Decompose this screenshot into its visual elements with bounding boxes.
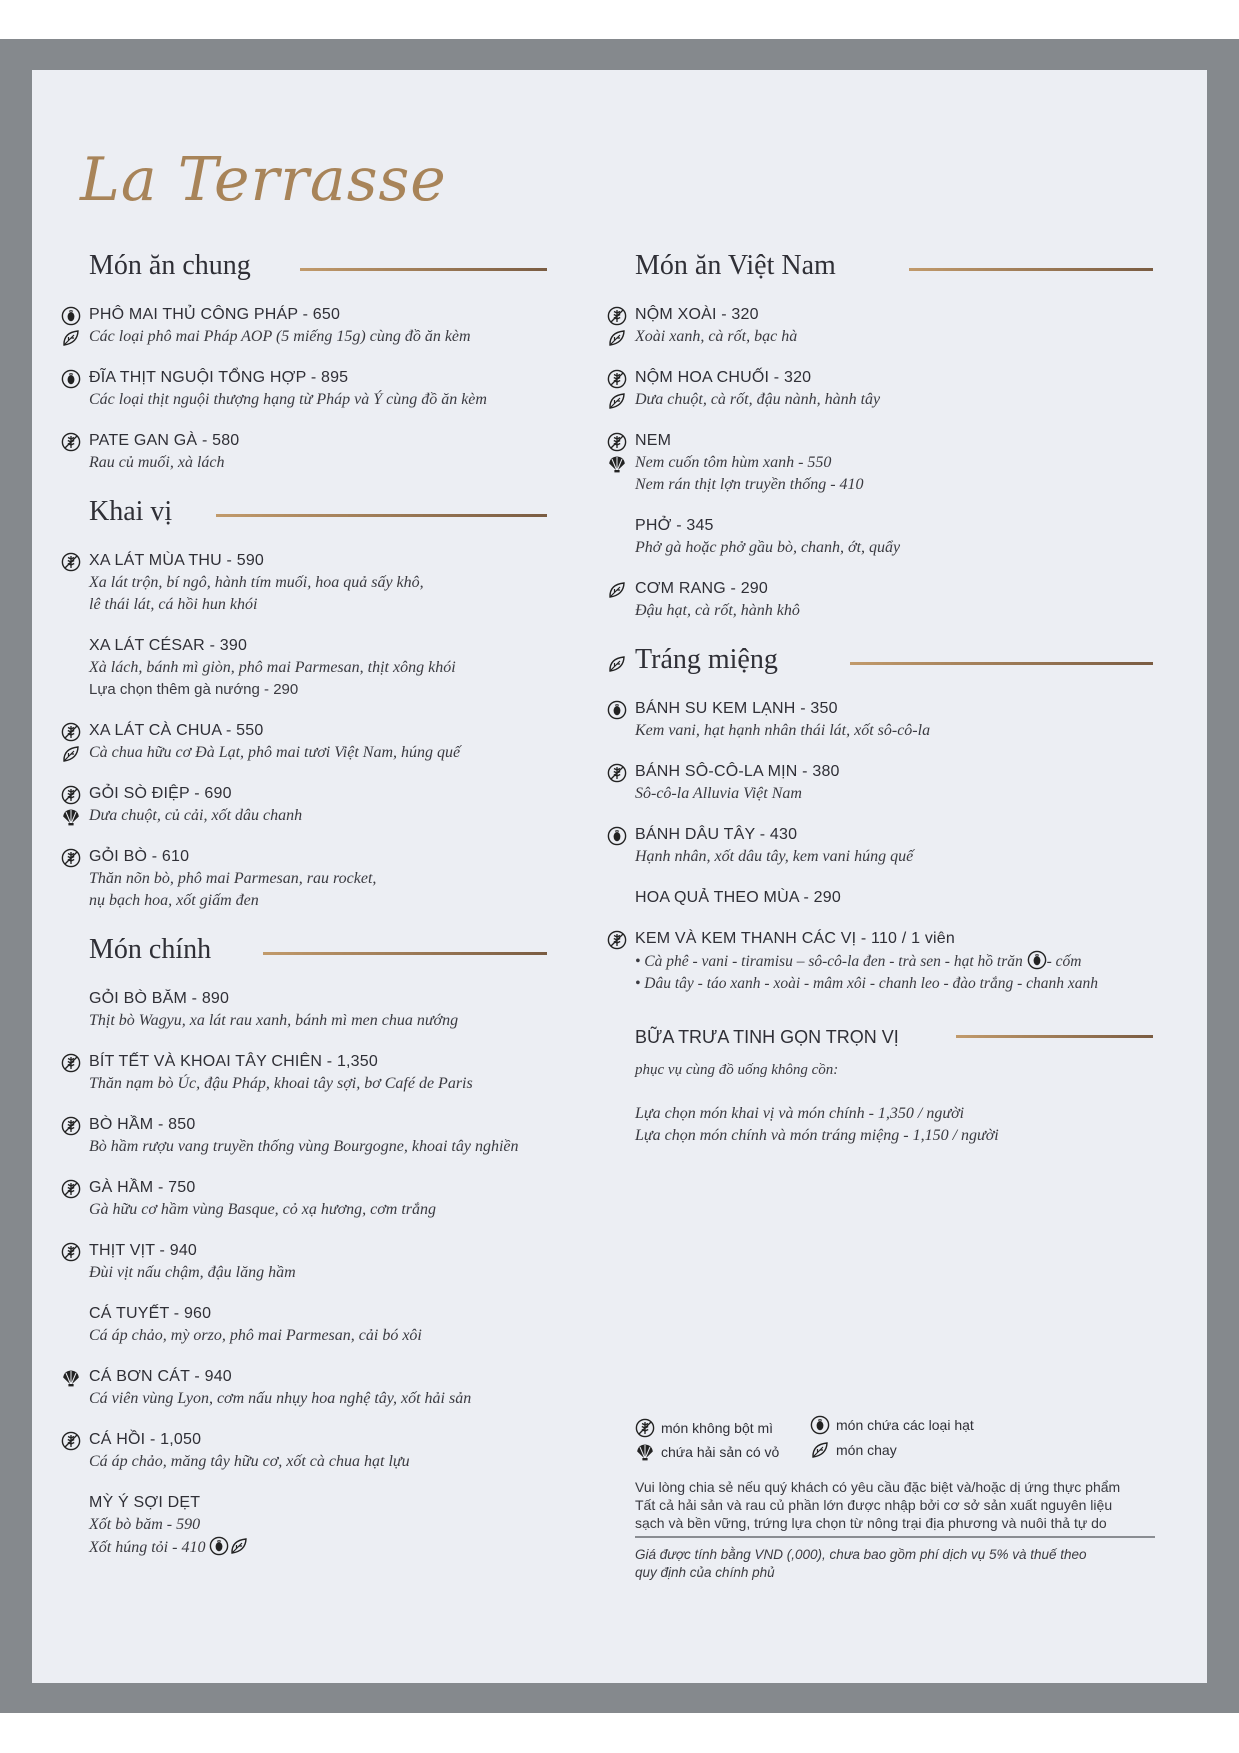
- section-rule: [956, 1035, 1153, 1038]
- section-title: Món ăn chung: [89, 250, 251, 281]
- item-description: nụ bạch hoa, xốt giấm đen: [89, 892, 259, 909]
- gluten-free-icon: [61, 722, 81, 742]
- item-description: Gà hữu cơ hầm vùng Basque, cỏ xạ hương, cơm trắng: [89, 1201, 437, 1218]
- item-name: XA LÁT CÀ CHUA - 550: [89, 722, 264, 739]
- menu-item: [57, 783, 547, 827]
- lunch-option: Lựa chọn món khai vị và món chính - 1,350 / người: [635, 1105, 965, 1122]
- lunch-subtitle: phục vụ cùng đồ uống không cồn:: [635, 1062, 839, 1078]
- legend-item: [810, 1440, 897, 1460]
- item-description: Cá áp chảo, mỳ orzo, phô mai Parmesan, cải bó xôi: [89, 1327, 422, 1344]
- item-description: [635, 950, 1153, 973]
- shellfish-icon: [607, 454, 627, 474]
- gluten-free-icon: [61, 1179, 81, 1199]
- section-header: [603, 644, 1153, 680]
- item-name: CÁ TUYẾT - 960: [89, 1305, 212, 1322]
- vegetarian-icon: [607, 391, 627, 411]
- vegetarian-icon: [61, 744, 81, 764]
- item-description: Phở gà hoặc phở gầu bò, chanh, ớt, quẩy: [635, 539, 901, 556]
- section-title: Món chính: [89, 934, 212, 965]
- left-column: [57, 250, 547, 1578]
- divider: [635, 1536, 1155, 1538]
- nut-icon: [1027, 950, 1047, 970]
- section-header: [57, 496, 547, 532]
- vegetarian-icon: [61, 328, 81, 348]
- item-description: Đùi vịt nấu chậm, đậu lăng hầm: [89, 1264, 296, 1281]
- nut-icon: [61, 369, 81, 389]
- gluten-free-icon: [607, 432, 627, 452]
- gluten-free-icon: [607, 306, 627, 326]
- menu-item: [603, 761, 1153, 805]
- item-name: BÍT TẾT VÀ KHOAI TÂY CHIÊN - 1,350: [89, 1053, 378, 1070]
- legend-item: [635, 1442, 779, 1462]
- item-description: Hạnh nhân, xốt dâu tây, kem vani húng quế: [635, 848, 914, 865]
- menu-item: [57, 988, 547, 1032]
- item-description: Nem cuốn tôm hùm xanh - 550: [635, 454, 832, 471]
- nut-icon: [607, 700, 627, 720]
- menu-item: [57, 635, 547, 701]
- note-line: sạch và bền vững, trứng lựa chọn từ nông trại địa phương và nuôi thả tự do: [635, 1515, 1107, 1531]
- item-description: Cá viên vùng Lyon, cơm nấu nhụy hoa nghệ tây, xốt hải sản: [89, 1390, 472, 1407]
- item-description: Thịt bò Wagyu, xa lát rau xanh, bánh mì men chua nướng: [89, 1012, 459, 1029]
- vegetarian-icon: [810, 1440, 830, 1460]
- item-name: PHÔ MAI THỦ CÔNG PHÁP - 650: [89, 306, 341, 323]
- shellfish-icon: [61, 807, 81, 827]
- legend-label: chứa hải sản có vỏ: [661, 1444, 780, 1460]
- flavour-list: - cốm: [1046, 953, 1082, 970]
- item-name: BÁNH SU KEM LẠNH - 350: [635, 700, 838, 717]
- section-rule: [850, 662, 1153, 665]
- item-name: GỎI BÒ - 610: [89, 848, 190, 865]
- menu-item: [603, 824, 1153, 868]
- item-name: XA LÁT CÉSAR - 390: [89, 637, 248, 654]
- item-description: Cá áp chảo, măng tây hữu cơ, xốt cà chua hạt lựu: [89, 1453, 410, 1470]
- item-description: Xa lát trộn, bí ngô, hành tím muối, hoa quả sấy khô,: [89, 574, 424, 591]
- item-name: ĐĨA THỊT NGUỘI TỔNG HỢP - 895: [89, 369, 349, 386]
- menu-item: [603, 578, 1153, 622]
- gluten-free-icon: [607, 930, 627, 950]
- gluten-free-icon: [61, 1053, 81, 1073]
- item-name: XA LÁT MÙA THU - 590: [89, 552, 265, 569]
- lunch-title: BỮA TRƯA TINH GỌN TRỌN VỊ: [635, 1027, 899, 1047]
- item-name: PHỞ - 345: [635, 517, 714, 534]
- section-header: [57, 934, 547, 970]
- item-description: Các loại phô mai Pháp AOP (5 miếng 15g) cùng đồ ăn kèm: [89, 328, 471, 345]
- gluten-free-icon: [635, 1418, 655, 1438]
- item-description: Xốt bò băm - 590: [89, 1516, 201, 1533]
- menu-item: [57, 1051, 547, 1095]
- lunch-set: [603, 1059, 1153, 1147]
- gluten-free-icon: [607, 369, 627, 389]
- section-header: [57, 250, 547, 286]
- price-note: quy định của chính phủ: [635, 1565, 775, 1580]
- item-description: Xà lách, bánh mì giòn, phô mai Parmesan, thịt xông khói: [89, 659, 456, 676]
- item-description: Sô-cô-la Alluvia Việt Nam: [635, 785, 802, 802]
- menu-item: [603, 430, 1153, 496]
- item-name: KEM VÀ KEM THANH CÁC VỊ - 110 / 1 viên: [635, 930, 955, 947]
- menu-item: [57, 430, 547, 474]
- vegetarian-icon: [607, 580, 627, 600]
- legend-label: món chứa các loại hạt: [836, 1417, 974, 1433]
- menu-item: [57, 367, 547, 411]
- section-title: Tráng miệng: [635, 644, 778, 675]
- note-line: Vui lòng chia sẻ nếu quý khách có yêu cầu đặc biệt và/hoặc dị ứng thực phẩm: [635, 1479, 1121, 1495]
- item-description: Kem vani, hạt hạnh nhân thái lát, xốt sô-cô-la: [635, 722, 931, 739]
- menu-item: [57, 1303, 547, 1347]
- item-description: Cà chua hữu cơ Đà Lạt, phô mai tươi Việt Nam, húng quế: [89, 744, 461, 761]
- footer-note: [635, 1478, 1155, 1582]
- legend-item: [810, 1415, 974, 1435]
- gluten-free-icon: [61, 848, 81, 868]
- vegetarian-icon: [607, 328, 627, 348]
- menu-item: [603, 367, 1153, 411]
- menu-item: [57, 550, 547, 616]
- section-header: [603, 250, 1153, 286]
- item-name: NEM: [635, 432, 672, 449]
- menu-item: [603, 928, 1153, 995]
- legend-label: món không bột mì: [661, 1420, 774, 1436]
- item-description: Rau củ muối, xà lách: [89, 454, 225, 471]
- item-name: BÁNH DÂU TÂY - 430: [635, 826, 798, 843]
- item-name: MỲ Ý SỢI DẸT: [89, 1494, 201, 1511]
- item-name: THỊT VỊT - 940: [89, 1242, 198, 1259]
- shellfish-icon: [61, 1368, 81, 1388]
- menu-item: [57, 846, 547, 912]
- item-description: Dưa chuột, củ cải, xốt dâu chanh: [89, 807, 303, 824]
- gluten-free-icon: [607, 763, 627, 783]
- menu-item: [603, 515, 1153, 559]
- item-name: GỎI BÒ BĂM - 890: [89, 990, 230, 1007]
- item-name: BÁNH SÔ-CÔ-LA MỊN - 380: [635, 763, 840, 780]
- item-name: PATE GAN GÀ - 580: [89, 432, 240, 449]
- note-line: Tất cả hải sản và rau củ phần lớn được nhập bởi cơ sở sản xuất nguyên liệu: [635, 1497, 1113, 1513]
- menu-item: [57, 304, 547, 348]
- price-note: Giá được tính bằng VND (,000), chưa bao gồm phí dịch vụ 5% và thuế theo: [635, 1547, 1087, 1562]
- section-rule: [300, 268, 547, 271]
- nut-icon: [607, 826, 627, 846]
- menu-item: [57, 720, 547, 764]
- item-name: NỘM XOÀI - 320: [635, 306, 759, 323]
- restaurant-title: La Terrasse: [80, 145, 447, 215]
- item-description: [89, 1536, 547, 1559]
- item-name: HOA QUẢ THEO MÙA - 290: [635, 889, 841, 906]
- gluten-free-icon: [61, 1242, 81, 1262]
- legend-label: món chay: [836, 1442, 897, 1458]
- menu-item: [57, 1366, 547, 1410]
- menu-item: [603, 698, 1153, 742]
- item-name: NỘM HOA CHUỐI - 320: [635, 369, 812, 386]
- item-description: Các loại thịt nguội thượng hạng từ Pháp và Ý cùng đồ ăn kèm: [89, 391, 487, 408]
- menu-item: [603, 304, 1153, 348]
- item-name: CÁ HỒI - 1,050: [89, 1431, 202, 1448]
- shellfish-icon: [635, 1442, 655, 1462]
- item-addon: Lựa chọn thêm gà nướng - 290: [89, 681, 299, 698]
- section-rule: [263, 952, 547, 955]
- gluten-free-icon: [61, 552, 81, 572]
- section-rule: [216, 514, 547, 517]
- item-description: Đậu hạt, cà rốt, hành khô: [635, 602, 800, 619]
- legend-item: [635, 1418, 773, 1438]
- item-description: Nem rán thịt lợn truyền thống - 410: [635, 476, 864, 493]
- item-description: Bò hầm rượu vang truyền thống vùng Bourgogne, khoai tây nghiền: [89, 1138, 519, 1155]
- menu-item: [57, 1492, 547, 1559]
- gluten-free-icon: [61, 785, 81, 805]
- lunch-option: Lựa chọn món chính và món tráng miệng - 1,150 / người: [635, 1127, 999, 1144]
- menu-item: [57, 1177, 547, 1221]
- section-title: Khai vị: [89, 496, 173, 527]
- item-description: Thăn nạm bò Úc, đậu Pháp, khoai tây sợi, bơ Café de Paris: [89, 1075, 473, 1092]
- right-column: [603, 250, 1153, 1166]
- nut-icon: [61, 306, 81, 326]
- nut-icon: [810, 1415, 830, 1435]
- gluten-free-icon: [61, 432, 81, 452]
- item-description: Dưa chuột, cà rốt, đậu nành, hành tây: [635, 391, 881, 408]
- item-description: Thăn nõn bò, phô mai Parmesan, rau rocket,: [89, 870, 377, 887]
- nut-icon: [209, 1536, 229, 1556]
- gluten-free-icon: [61, 1431, 81, 1451]
- item-description: Xoài xanh, cà rốt, bạc hà: [635, 328, 798, 345]
- menu-item: [57, 1240, 547, 1284]
- item-name: GÀ HẦM - 750: [89, 1179, 196, 1196]
- vegetarian-icon: [607, 654, 627, 674]
- item-description: • Dâu tây - táo xanh - xoài - mâm xôi - chanh leo - đào trắng - chanh xanh: [635, 975, 1099, 992]
- vegetarian-icon: [229, 1536, 249, 1556]
- menu-item: [57, 1114, 547, 1158]
- section-title: Món ăn Việt Nam: [635, 250, 836, 281]
- menu-item: [603, 887, 1153, 909]
- item-description-text: Xốt húng tỏi - 410: [89, 1539, 206, 1556]
- section-rule: [909, 268, 1153, 271]
- menu-item: [57, 1429, 547, 1473]
- gluten-free-icon: [61, 1116, 81, 1136]
- item-name: CƠM RANG - 290: [635, 580, 768, 597]
- flavour-list: • Cà phê - vani - tiramisu – sô-cô-la đen - trà sen - hạt hồ trăn: [635, 953, 1027, 970]
- item-name: CÁ BƠN CÁT - 940: [89, 1368, 232, 1385]
- lunch-section-header: [603, 1021, 1153, 1057]
- item-name: GỎI SÒ ĐIỆP - 690: [89, 785, 232, 802]
- item-name: BÒ HẦM - 850: [89, 1116, 196, 1133]
- item-description: lê thái lát, cá hồi hun khói: [89, 596, 258, 613]
